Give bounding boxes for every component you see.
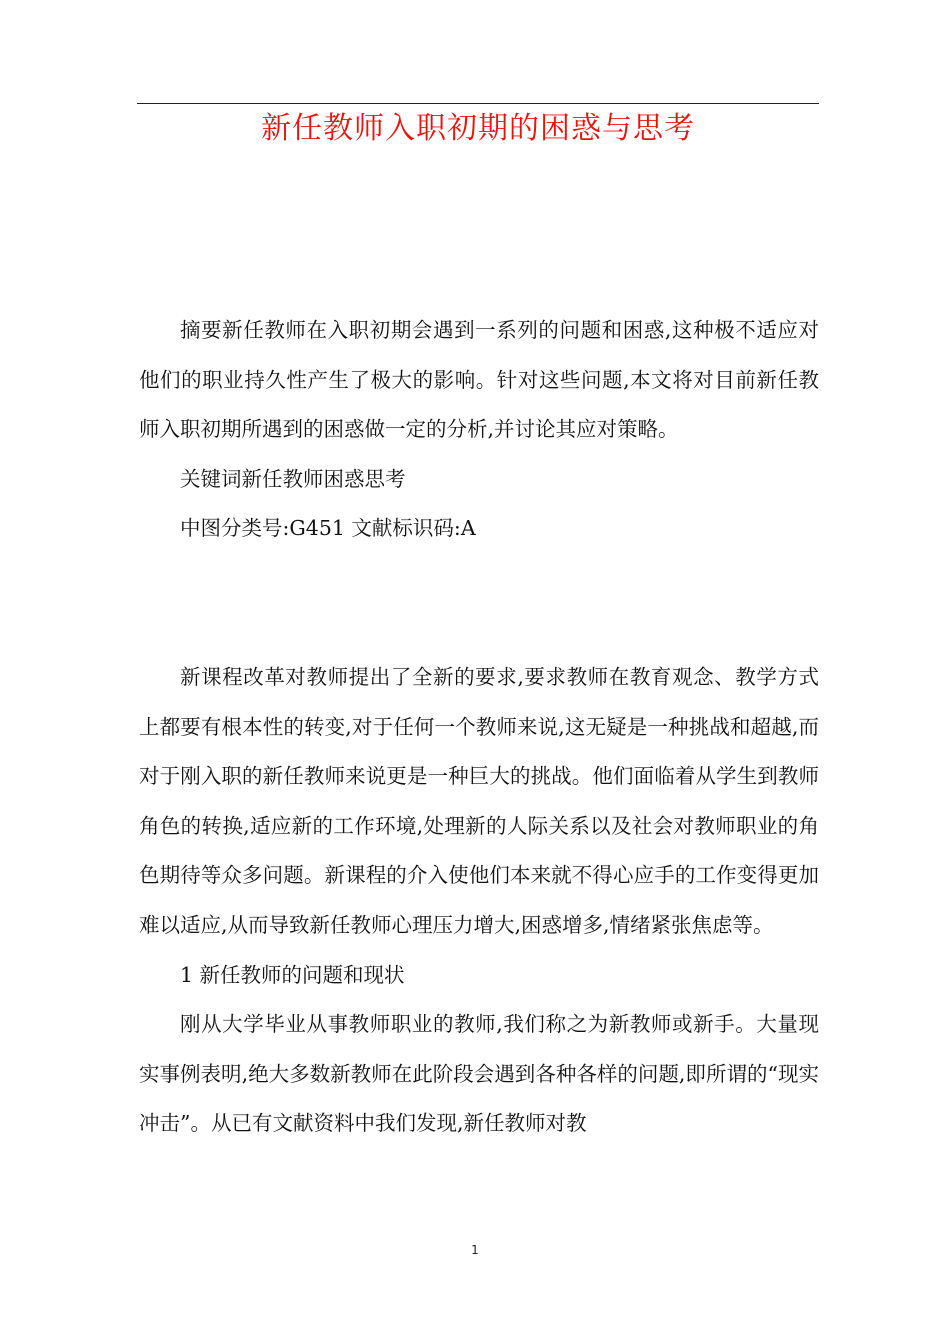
page-number: 1: [471, 1243, 479, 1257]
abstract-paragraph: 摘要新任教师在入职初期会遇到一系列的问题和困惑,这种极不适应对他们的职业持久性产生了极大的影响。针对这些问题,本文将对目前新任教师入职初期所遇到的困惑做一定的分析,并讨论其应对策略。: [139, 318, 819, 442]
keywords-line: 关键词新任教师困惑思考: [180, 466, 406, 491]
intro-paragraph: 新课程改革对教师提出了全新的要求,要求教师在教育观念、教学方式上都要有根本性的转变,对于任何一个教师来说,这无疑是一种挑战和超越,而对于刚入职的新任教师来说更是一种巨大的挑战。他们面临着从学生到教师角色的转换,适应新的工作环境,处理新的人际关系以及社会对教师职业的角色期待等众多问题。新课程的介入使他们本来就不得心应手的工作变得更加难以适应,从而导致新任教师心理压力增大,困惑增多,情绪紧张焦虑等。: [139, 665, 819, 937]
main-text: [139, 653, 819, 1149]
header-rule: [137, 103, 819, 104]
abstract-block: [139, 306, 819, 554]
section-paragraph: 刚从大学毕业从事教师职业的教师,我们称之为新教师或新手。大量现实事例表明,绝大多数新教师在此阶段会遇到各种各样的问题,即所谓的“现实冲击”。从已有文献资料中我们发现,新任教师对教: [139, 1012, 819, 1136]
classification-line: 中图分类号:G451 文献标识码:A: [180, 516, 476, 541]
section-heading: 1 新任教师的问题和现状: [180, 962, 405, 987]
document-title: 新任教师入职初期的困惑与思考: [261, 111, 695, 146]
